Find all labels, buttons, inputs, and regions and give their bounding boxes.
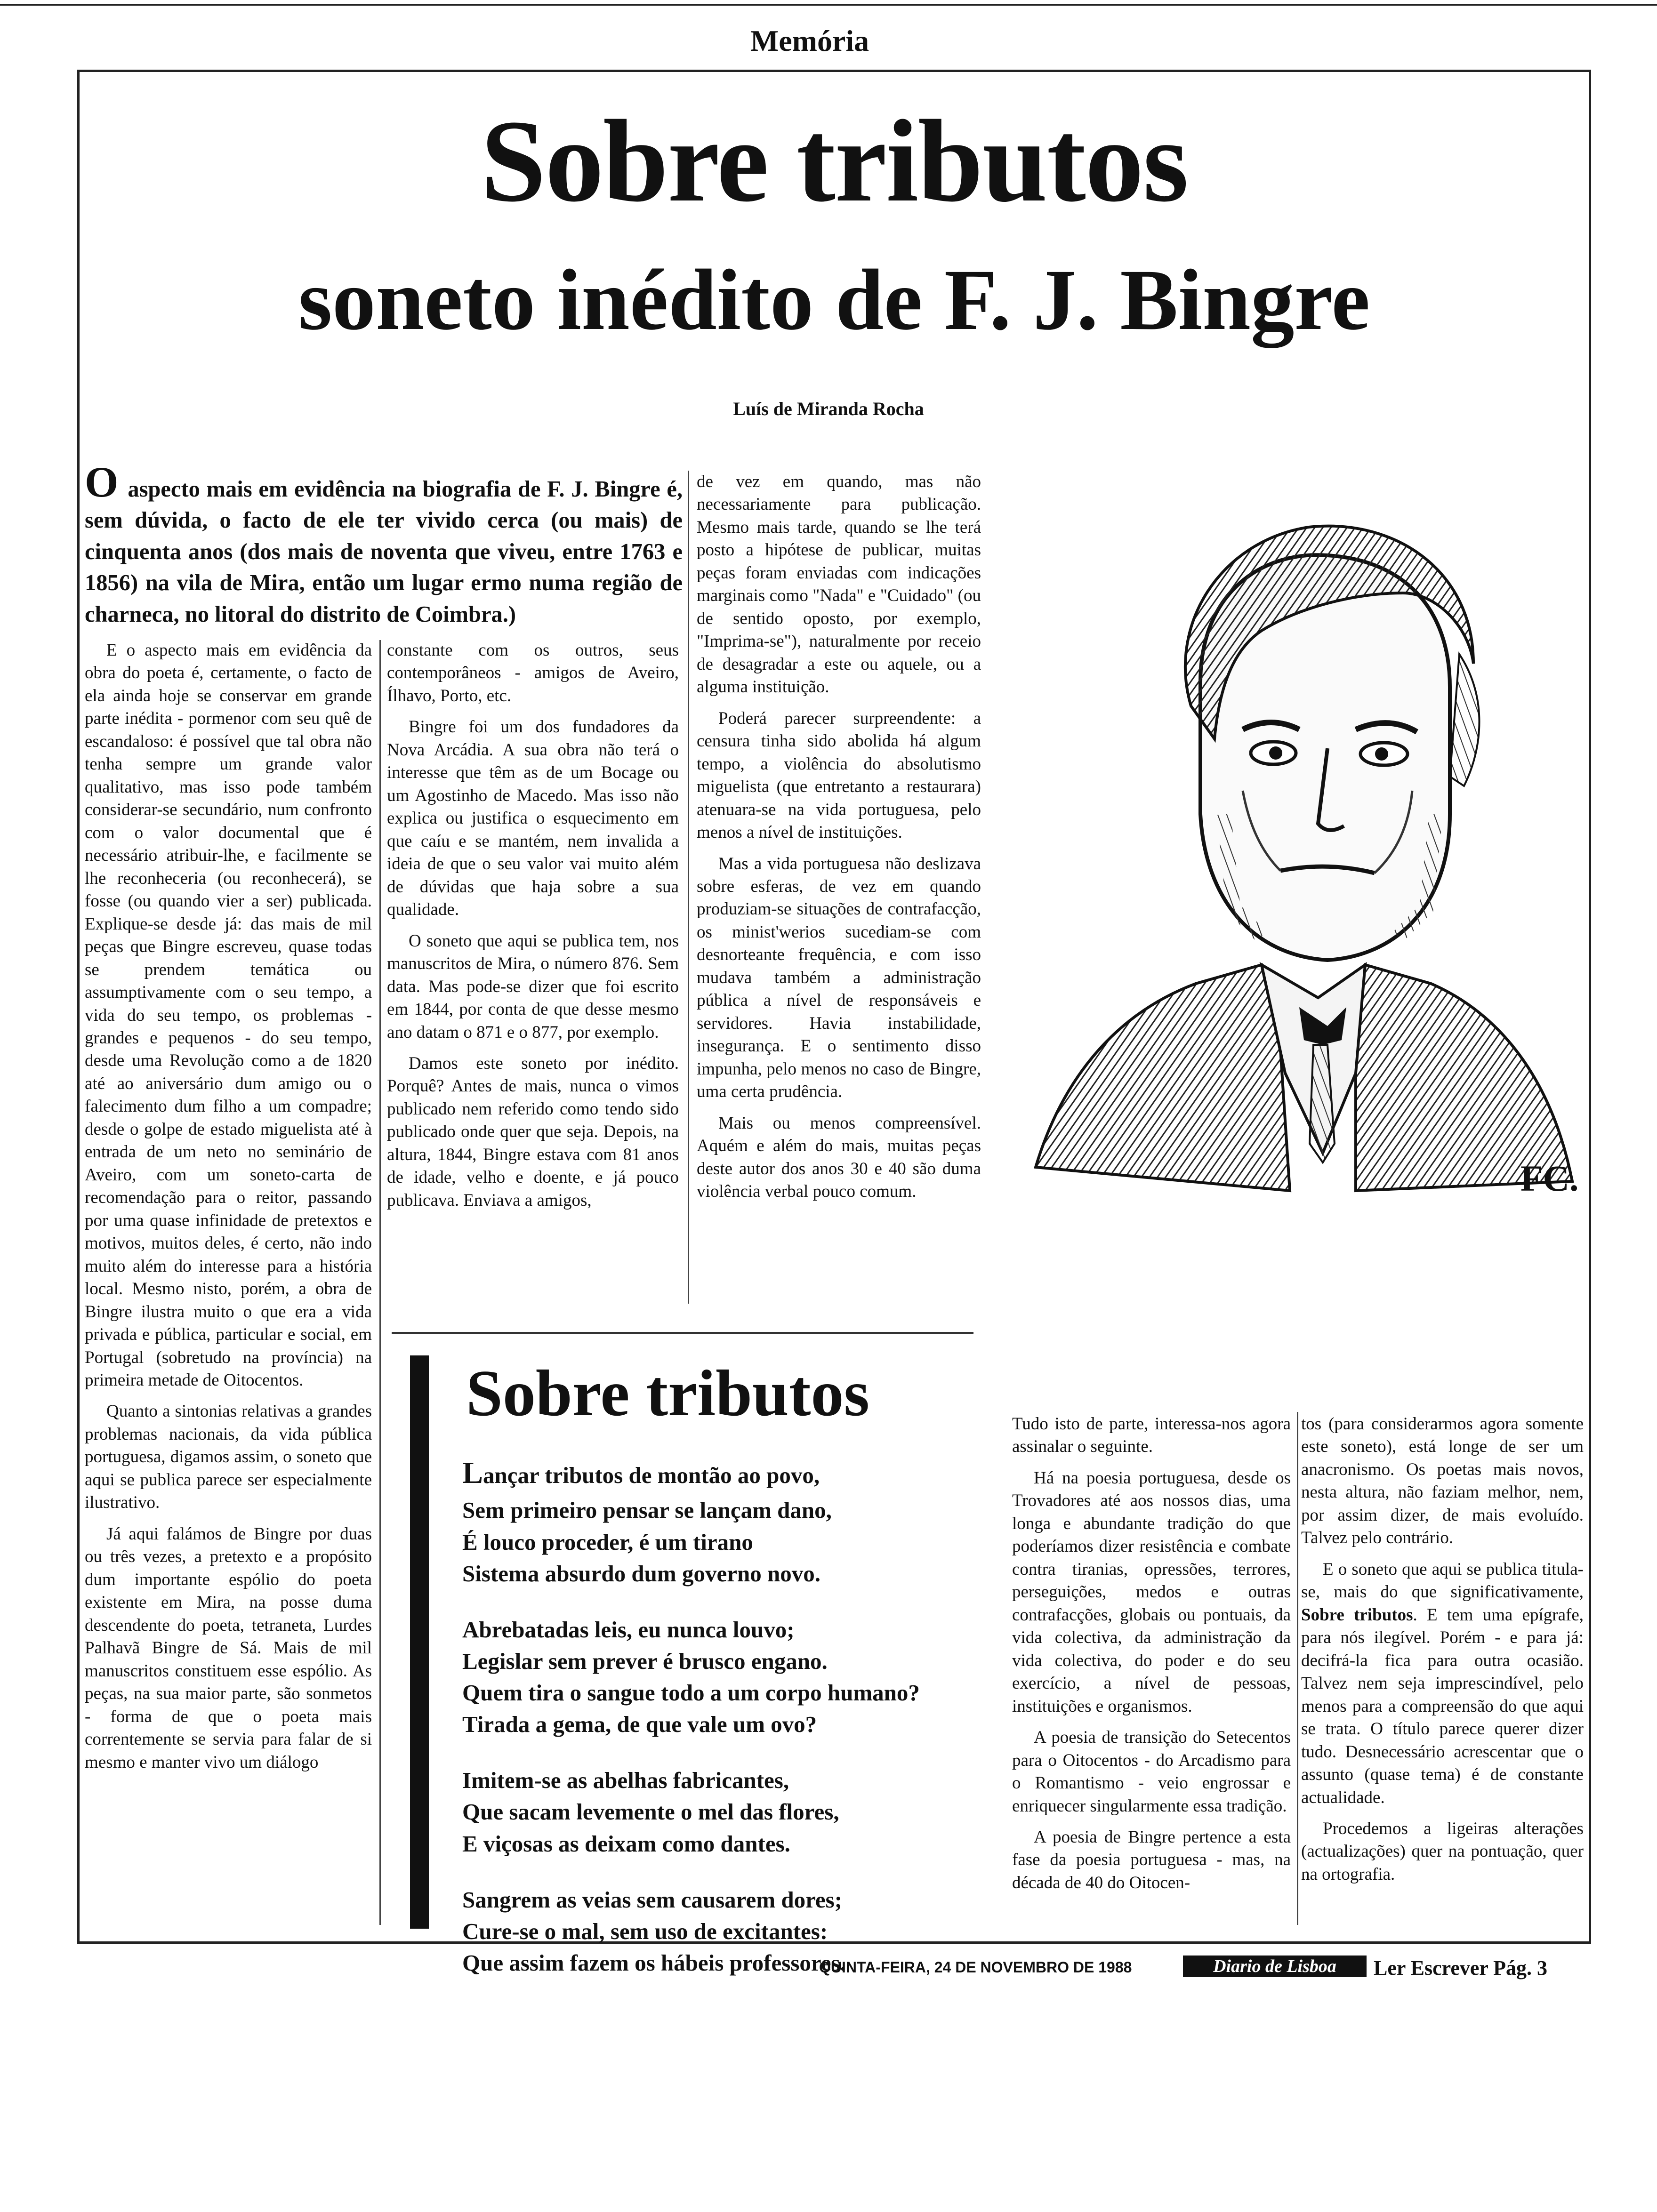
paragraph: A poesia de transição do Setecentos para o Oitocentos - do Arcadismo para o Romantismo - veio engrossar e enriquecer singularmente essa tradição. (1012, 1728, 1291, 1816)
paragraph: E o aspecto mais em evidência da obra do poeta é, certamente, o facto de ela ainda hoje se conservar em grande parte inédita - pormenor com seu quê de escandaloso: é possível que tal obra não tenha sempre um grande valor qualitativo, mas isso pode também considerar-se secundário, num confronto com o valor documental que é necessário atribuir-lhe, e facilmente se lhe reconheceria (ou reconhecerá), se fosse (ou quando vier a ser) publicada. Explique-se desde já: das mais de mil peças que Bingre escreveu, quase todas se prendem temática ou assumptivamente com o seu tempo, a vida do seu tempo, os problemas -grandes e pequenos - do seu tempo, desde uma Revolução como a de 1820 até ao aniversário dum amigo ou o falecimento dum filho a um compadre; desde o golpe de estado miguelista até à entrada de um neto no seminário de Aveiro, com um soneto-carta de recomendação para o reitor, passando por uma quase infinidade de pretextos e motivos, muitos deles, é certo, não indo muito além do interesse para a história local. Mesmo nisto, porém, a obra de Bingre ilustra muito o que era a vida privada e pública, particular e social, em Portugal (sobretudo na província) na primeira metade de Oitocentos. (85, 641, 372, 1390)
footer-date: QUINTA-FEIRA, 24 DE NOVEMBRO DE 1988 (819, 1959, 1132, 1976)
top-rule (0, 4, 1657, 6)
portrait-illustration (998, 485, 1591, 1261)
paragraph: Bingre foi um dos fundadores da Nova Arcádia. A sua obra não terá o interesse que têm as de um Bocage ou um Agostinho de Macedo. Mas isso não explica ou justifica o esquecimento em que caíu e se mantém, nem invalida a ideia de que o seu valor vai muito além de dúvidas que haja sobre a sua qualidade. (387, 717, 679, 920)
paragraph: Tudo isto de parte, interessa-nos agora assinalar o seguinte. (1012, 1414, 1291, 1457)
poem-line: Sem primeiro pensar se lançam dano, (462, 1497, 832, 1523)
paragraph-text: . E tem uma epígrafe, para nós ilegível. Porém - e para já: decifrá-la fica para outra ocasião. Talvez nem seja imprescindível, pelo menos para a compreensão do que aqui se trata. O título parece querer dizer tudo. Desnecessário acrescentar que o assunto (quase tema) é de constante actualidade. (1301, 1605, 1584, 1807)
subheadline: soneto inédito de F. J. Bingre (298, 252, 1370, 348)
poem-line: Sistema absurdo dum governo novo. (462, 1560, 820, 1587)
body-column-1 (85, 639, 372, 1774)
paragraph-text: E o soneto que aqui se publica titula-se, mais do que significativamente, (1301, 1559, 1584, 1602)
paragraph: O soneto que aqui se publica tem, nos manuscritos de Mira, o número 876. Sem data. Mas pode-se dizer que foi escrito em 1844, por conta de que desse mesmo ano datam o 871 e o 877, por exemplo. (387, 931, 679, 1042)
poem-line: Sangrem as veias sem causarem dores; (462, 1886, 843, 1913)
body-column-5 (1012, 1413, 1291, 1894)
paragraph: Mas a vida portuguesa não deslizava sobre esferas, de vez em quando produziam-se situações de contrafacção, os minist'werios sucediam-se com desnorteante frequência, e com isso mudava também a administração pública a nível de responsáveis e servidores. Havia instabilidade, insegurança. E o sentimento disso impunha, pelo menos no caso de Bingre, uma certa prudência. (697, 854, 981, 1102)
poem-line: Imitem-se as abelhas fabricantes, (462, 1767, 789, 1794)
poem-line: E viçosas as deixam como dantes. (462, 1830, 790, 1857)
poem-title: Sobre tributos (466, 1357, 869, 1430)
poem-stanza (462, 1614, 980, 1740)
byline: Luís de Miranda Rocha (733, 398, 924, 419)
poem-line: É louco proceder, é um tirano (462, 1529, 753, 1555)
poem-line: Legislar sem prever é brusco engano. (462, 1648, 828, 1674)
drop-cap: O (85, 458, 119, 506)
paragraph: Há na poesia portuguesa, desde os Trovadores até aos nossos dias, uma longa e abundante tradição do que poderíamos dizer resistência e combate contra tiranias, opressões, terrores, perseguições, medos e outras contrafacções, globais ou pontuais, da vida colectiva, da administração da vida colectiva, do poder e do seu exercício, a nível de pessoas, instituições e organismos. (1012, 1468, 1291, 1716)
poem-line: Quem tira o sangue todo a um corpo humano? (462, 1680, 920, 1706)
poem-line: Tirada a gema, de que vale um ovo? (462, 1711, 817, 1738)
poem-sidebar-bar (410, 1355, 429, 1929)
paragraph: Mais ou menos compreensível. Aquém e além do mais, muitas peças deste autor dos anos 30 e 40 são duma violência verbal pouco comum. (697, 1113, 981, 1202)
section-label: Memória (750, 24, 869, 57)
poem-line (462, 1452, 980, 1494)
poem-stanza (462, 1452, 980, 1589)
poem-line: Que sacam levemente o mel das flores, (462, 1799, 839, 1825)
paragraph: Quanto a sintonias relativas a grandes problemas nacionais, da vida pública portuguesa, digamos assim, o soneto que aqui se publica parece ser especialmente ilustrativo. (85, 1402, 372, 1513)
emphasis-text: Sobre tributos (1301, 1605, 1413, 1625)
column-divider (379, 640, 381, 1925)
poem-line-text: ançar tributos de montão ao povo, (483, 1462, 820, 1488)
portrait-drawing (998, 485, 1591, 1261)
body-column-6 (1301, 1413, 1584, 1886)
artist-signature: FC. (1520, 1158, 1579, 1199)
body-column-2 (387, 639, 679, 1212)
horizontal-rule (392, 1332, 973, 1334)
paragraph: constante com os outros, seus contemporâneos - amigos de Aveiro, Ílhavo, Porto, etc. (387, 641, 679, 705)
poem-initial: L (462, 1456, 483, 1490)
column-divider (1297, 1412, 1298, 1925)
column-divider (688, 471, 689, 1304)
headline: Sobre tributos (480, 96, 1188, 226)
paragraph: Procedemos a ligeiras alterações (actualizações) quer na pontuação, quer na ortografia. (1301, 1819, 1584, 1884)
paragraph: de vez em quando, mas não necessariamente para publicação. Mesmo mais tarde, quando se lhe terá posto a hipótese de publicar, muitas peças foram enviadas com indicações marginais como "Nada" e "Cuidado" (ou de sentido oposto, por exemplo, "Imprima-se"), naturalmente por receio de desagradar a este ou aquele, ou a alguma instituição. (697, 472, 981, 697)
paragraph: Já aqui falámos de Bingre por duas ou três vezes, a pretexto e a propósito dum importante espólio do poeta existente em Mira, na posse duma descendente do poeta, tetraneta, Lurdes Palhavã Bingre de Sá. Mais de mil manuscritos constituem esse espólio. As peças, na sua maior parte, são sonmetos - forma de que o poeta mais correntemente se servia para falar de si mesmo e manter vivo um diálogo (85, 1524, 372, 1772)
poem-body (462, 1452, 980, 2003)
poem-line: Que assim fazem os hábeis professores. (462, 1949, 846, 1976)
poem-stanza (462, 1764, 980, 1859)
poem-line: Abrebatadas leis, eu nunca louvo; (462, 1616, 795, 1643)
poem-line: Cure-se o mal, sem uso de excitantes: (462, 1918, 828, 1944)
lede-text: aspecto mais em evidência na biografia de F. J. Bingre é, sem dúvida, o facto de ele ter vivido cerca (ou mais) de cinquenta anos (dos mais de noventa que viveu, entre 1763 e 1856) na vila de Mira, então um lugar ermo numa região de charneca, no litoral do distrito de Coimbra.) (85, 477, 683, 627)
paragraph: tos (para considerarmos agora somente este soneto), está longe de ser um anacronismo. Os poetas mais novos, nesta altura, não faziam melhor, nem, por assim dizer, de mais evoluído. Talvez pelo contrário. (1301, 1414, 1584, 1548)
body-column-3 (697, 471, 981, 1203)
footer-section-page: Ler Escrever Pág. 3 (1374, 1956, 1548, 1980)
paragraph (1301, 1558, 1584, 1809)
newspaper-logo: Diario de Lisboa (1183, 1956, 1367, 1977)
paragraph: Poderá parecer surpreendente: a censura tinha sido abolida há algum tempo, a violência do absolutismo miguelista (que entretanto a restaurara) atenuara-se na vida portuguesa, pelo menos a nível de instituições. (697, 708, 981, 842)
paragraph: A poesia de Bingre pertence a esta fase da poesia portuguesa - mas, na década de 40 do Oitocen- (1012, 1827, 1291, 1892)
paragraph: Damos este soneto por inédito. Porquê? Antes de mais, nunca o vimos publicado nem referido como tendo sido publicado onde quer que seja. Depois, na altura, 1844, Bingre estava com 81 anos de idade, velho e doente, e já pouco publicava. Enviava a amigos, (387, 1053, 679, 1210)
lede-paragraph (85, 458, 683, 630)
